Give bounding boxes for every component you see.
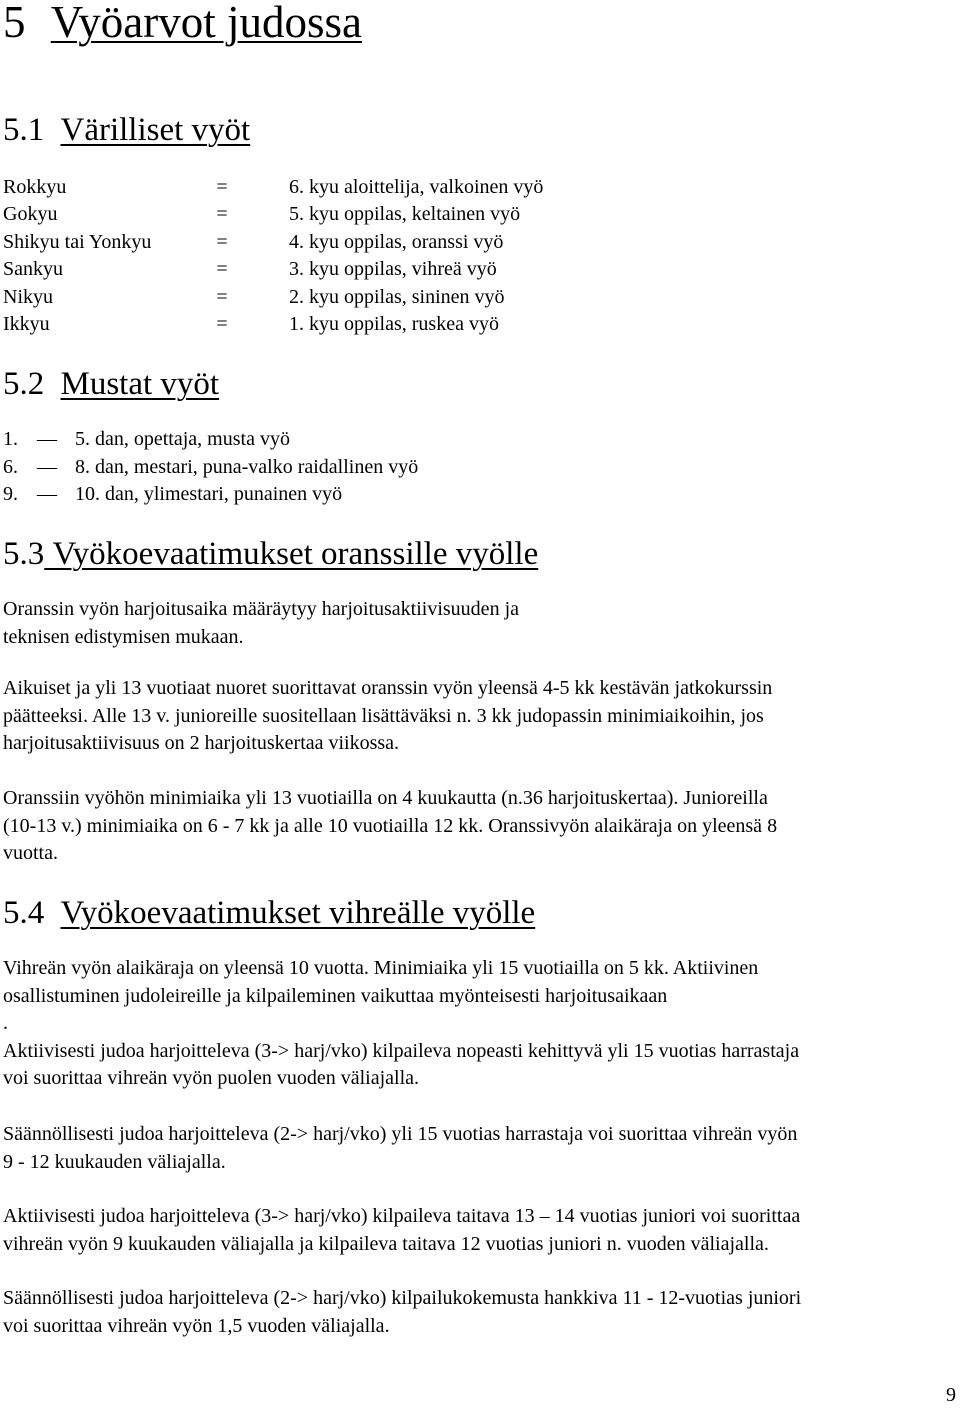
belt-equals: = [216,313,228,335]
belt-equals: = [216,203,228,225]
belt-description: 6. kyu aloittelija, valkoinen vyö [289,176,544,198]
paragraph [3,785,777,868]
dash-separator: — [37,428,57,450]
paragraph-line: Aktiivisesti judoa harjoitteleva (3-> harj/vko) kilpaileva nopeasti kehittyvä yli 15 vuotias harrastaja [3,1039,800,1062]
belt-description: 5. kyu oppilas, keltainen vyö [289,203,521,225]
section-number: 5.2 [3,366,45,402]
black-belt-from: 1. [3,428,18,450]
paragraph-line: Säännöllisesti judoa harjoitteleva (2-> harj/vko) yli 15 vuotias harrastaja voi suorittaa vihreän vyön [3,1123,798,1145]
belt-name: Nikyu [3,286,53,308]
paragraph-line: Vihreän vyön alaikäraja on yleensä 10 vuotta. Minimiaika yli 15 vuotiailla on 5 kk. Aktiivinen [3,957,759,979]
paragraph-line: Oranssin vyön harjoitusaika määräytyy harjoitusaktiivisuuden ja [3,598,519,620]
belt-description: 3. kyu oppilas, vihreä vyö [289,258,497,280]
paragraph [3,596,519,651]
paragraph-line: harjoitusaktiivisuus on 2 harjoituskertaa viikossa. [3,732,400,754]
paragraph [3,1285,801,1340]
section-heading-5-3 [3,535,538,573]
paragraph-line: voi suorittaa vihreän vyön 1,5 vuoden väliajalla. [3,1314,390,1337]
section-title: Vyökoevaatimukset vihreälle vyölle [60,895,536,931]
section-title: Värilliset vyöt [60,112,251,148]
title-text: Vyöarvot judossa [50,0,362,47]
paragraph-line: Oranssiin vyöhön minimiaika yli 13 vuotiailla on 4 kuukautta (n.36 harjoituskertaa). Junioreilla [3,787,768,809]
belt-description: 4. kyu oppilas, oranssi vyö [289,231,504,253]
paragraph-line: päätteeksi. Alle 13 v. junioreille suositellaan lisättäväksi n. 3 kk judopassin minimiaikoihin, jos [3,704,764,727]
paragraph [3,1203,800,1258]
paragraph-line: (10-13 v.) minimiaika on 6 - 7 kk ja alle 10 vuotiailla 12 kk. Oranssivyön alaikäraja on yleensä 8 [3,814,778,837]
paragraph-line: vihreän vyön 9 kuukauden väliajalla ja kilpaileva taitava 12 vuotias juniori n. vuoden väliajalla. [3,1232,769,1255]
paragraph-line: vuotta. [3,842,58,864]
paragraph [3,955,799,1093]
section-heading-5-4 [3,894,535,932]
page-title [3,0,362,47]
belt-name: Gokyu [3,203,58,225]
dash-separator: — [37,456,57,478]
black-belt-from: 6. [3,456,18,478]
paragraph [3,675,772,758]
belt-name: Sankyu [3,258,63,280]
section-number: 5.3 [3,536,45,572]
section-heading-5-1 [3,111,250,149]
belt-description: 2. kyu oppilas, sininen vyö [289,286,505,308]
paragraph-line: 9 - 12 kuukauden väliajalla. [3,1150,226,1173]
title-number: 5 [3,0,26,47]
paragraph-line: Aktiivisesti judoa harjoitteleva (3-> harj/vko) kilpaileva taitava 13 – 14 vuotias juniori voi suorittaa [3,1205,801,1227]
section-number: 5.1 [3,112,45,148]
paragraph [3,1121,797,1176]
section-heading-5-2 [3,365,219,403]
paragraph-line: . [3,1012,8,1034]
paragraph-line: teknisen edistymisen mukaan. [3,625,244,648]
section-title: Vyökoevaatimukset oranssille vyölle [52,536,539,572]
belt-equals: = [216,258,228,280]
black-belt-to: 10. dan, ylimestari, punainen vyö [75,483,343,505]
black-belt-from: 9. [3,483,18,505]
belt-description: 1. kyu oppilas, ruskea vyö [289,313,499,335]
paragraph-line: Aikuiset ja yli 13 vuotiaat nuoret suorittavat oranssin vyön yleensä 4-5 kk kestävän jatkokurssin [3,677,773,699]
paragraph-line: voi suorittaa vihreän vyön puolen vuoden väliajalla. [3,1067,419,1089]
paragraph-line: Säännöllisesti judoa harjoitteleva (2-> harj/vko) kilpailukokemusta hankkiva 11 - 12-vuotias juniori [3,1287,802,1309]
belt-equals: = [216,231,228,253]
section-number: 5.4 [3,895,45,931]
dash-separator: — [37,483,57,505]
black-belt-to: 5. dan, opettaja, musta vyö [75,428,290,450]
belt-equals: = [216,176,228,198]
belt-name: Rokkyu [3,176,67,198]
belt-name: Ikkyu [3,313,50,335]
black-belt-to: 8. dan, mestari, puna-valko raidallinen vyö [75,456,419,478]
paragraph-line: osallistuminen judoleireille ja kilpaileminen vaikuttaa myönteisesti harjoitusaikaan [3,984,668,1007]
belt-equals: = [216,286,228,308]
page-number: 9 [946,1384,956,1406]
section-title: Mustat vyöt [60,366,220,402]
belt-name: Shikyu tai Yonkyu [3,231,152,253]
